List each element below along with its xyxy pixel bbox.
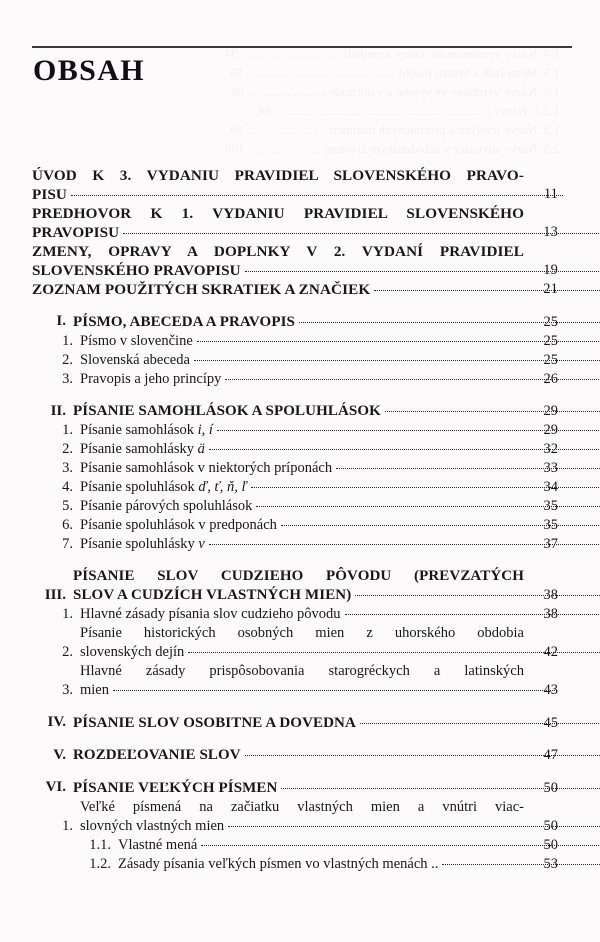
page-number: 25	[543, 332, 558, 349]
page-number: 38	[543, 587, 558, 603]
toc-section-entry[interactable]	[32, 351, 558, 370]
toc-section-entry[interactable]	[32, 478, 558, 497]
toc-chapter-entry[interactable]	[32, 402, 558, 422]
page-number: 50	[543, 836, 558, 853]
toc-section-entry[interactable]	[32, 440, 558, 459]
section-number: 4.	[62, 479, 73, 495]
toc-entry-title: Písanie spoluhlások v predponách	[80, 516, 524, 535]
toc-entry-title: Písmo v slovenčine	[80, 332, 524, 351]
page-number: 42	[543, 644, 558, 660]
chapter-numeral: I.	[56, 313, 66, 329]
toc-entry-title: Písanie párových spoluhlások	[80, 497, 524, 516]
subsection-number: 1.1.	[89, 836, 111, 853]
toc-chapter-entry[interactable]	[32, 567, 558, 605]
page-title: OBSAH	[33, 54, 146, 87]
page-number: 32	[543, 441, 558, 457]
toc-section-entry[interactable]	[32, 605, 558, 624]
toc-entry-title: Pravopis a jeho princípy	[80, 370, 524, 389]
toc-entry-title: Písanie samohlásky ä	[80, 440, 524, 459]
toc-entry-title: Veľké písmená na začiatku vlastných mien a vnútri viac- slovných vlastných mien	[80, 798, 524, 834]
section-number: 6.	[62, 517, 73, 533]
page-number: 29	[543, 403, 558, 419]
page-number: 26	[543, 370, 558, 387]
chapter-numeral: II.	[50, 402, 66, 419]
toc-entry-title: ZMENY, OPRAVY A DOPLNKY V 2. VYDANÍ PRAVIDIEL SLOVENSKÉHO PRAVOPISU	[32, 243, 524, 279]
toc-entry-title: PREDHOVOR K 1. VYDANIU PRAVIDIEL SLOVENSKÉHO PRAVOPISU	[32, 205, 524, 241]
page-number: 43	[543, 682, 558, 698]
toc-entry-title: Hlavné zásady prispôsobovania starogréckych a latinských mien	[80, 663, 524, 698]
section-number: 3.	[62, 460, 73, 476]
page-number: 47	[543, 747, 558, 763]
toc-chapter-entry[interactable]	[32, 312, 558, 332]
toc-section-entry[interactable]	[32, 662, 558, 700]
toc-entry-title: ROZDEĽOVANIE SLOV	[73, 746, 524, 765]
toc-chapter-entry[interactable]	[32, 746, 558, 766]
page-number: 34	[543, 479, 558, 495]
toc-section-entry[interactable]	[32, 624, 558, 662]
section-number: 1.	[62, 817, 73, 834]
toc-entry-title: Písanie samohlások v niektorých príponách	[80, 459, 524, 478]
chapter-numeral: IV.	[47, 714, 66, 730]
toc-section-entry[interactable]	[32, 798, 558, 836]
toc-section-entry[interactable]	[32, 535, 558, 554]
section-number: 1.	[62, 422, 73, 438]
page-number: 35	[543, 517, 558, 533]
toc-entry-title: Písanie samohlások i, í	[80, 421, 524, 440]
section-number: 1.	[62, 606, 73, 622]
section-number: 2.	[62, 644, 73, 660]
toc-entry-title: PÍSANIE SLOV CUDZIEHO PÔVODU (PREVZATÝCH SLOV A CUDZÍCH VLASTNÝCH MIEN)	[73, 568, 524, 603]
toc-section-entry[interactable]	[32, 421, 558, 440]
toc-front-matter-entry[interactable]	[32, 166, 558, 204]
section-number: 5.	[62, 498, 73, 514]
toc-entry-title: Zásady písania veľkých písmen vo vlastných menách ..	[118, 855, 524, 874]
toc-entry-title: PÍSMO, ABECEDA A PRAVOPIS	[73, 313, 524, 332]
page-number: 21	[543, 281, 558, 297]
toc-section-entry[interactable]	[32, 332, 558, 351]
toc-front-matter-entry[interactable]	[32, 204, 558, 242]
section-number: 7.	[62, 536, 73, 552]
page-number: 25	[543, 313, 558, 330]
page-number: 37	[543, 536, 558, 552]
page-number: 35	[543, 498, 558, 514]
toc-entry-title: Slovenská abeceda	[80, 351, 524, 370]
page-number: 19	[543, 262, 558, 278]
section-number: 3.	[62, 370, 73, 387]
page-number: 11	[543, 186, 558, 202]
toc-chapter-entry[interactable]	[32, 778, 558, 798]
table-of-contents	[32, 166, 558, 874]
toc-section-entry[interactable]	[32, 459, 558, 478]
header-rule	[32, 46, 572, 48]
toc-chapter-entry[interactable]	[32, 713, 558, 733]
page-showthrough: 1.4. Názvy vyznamenaní, rádov a medailí .............................. 94 1.5. Mená ľudí a bytosti (osôb) ............................................. 95 1.6. Názvy výrobkov ve výrobe a v obchode ........................ 96 1.2.1. Názvy ................................................................. 98 1.3. Názvy trvalých a prechodných inštitúcií ........................ 99 2.3. Názvy súvisiace s náboženským životom ...................... 100	[224, 47, 560, 156]
page-number: 29	[543, 422, 558, 438]
chapter-numeral: VI.	[45, 779, 66, 795]
toc-section-entry[interactable]	[32, 497, 558, 516]
toc-section-entry[interactable]	[32, 516, 558, 535]
page-number: 53	[543, 855, 558, 872]
toc-entry-title: PÍSANIE SAMOHLÁSOK A SPOLUHLÁSOK	[73, 402, 524, 421]
toc-section-entry[interactable]	[32, 370, 558, 389]
toc-entry-title: Písanie spoluhlásky v	[80, 535, 524, 554]
chapter-numeral: III.	[44, 586, 66, 603]
toc-front-matter-entry[interactable]	[32, 242, 558, 280]
page-number: 45	[543, 714, 558, 731]
toc-entry-title: ZOZNAM POUŽITÝCH SKRATIEK A ZNAČIEK	[32, 280, 524, 299]
section-number: 2.	[62, 441, 73, 457]
page-number: 38	[543, 606, 558, 622]
page-number: 50	[543, 779, 558, 796]
chapter-numeral: V.	[53, 746, 66, 763]
section-number: 1.	[62, 332, 73, 349]
toc-entry-title: Písanie spoluhlások ď, ť, ň, ľ	[80, 478, 524, 497]
toc-subsection-entry[interactable]	[32, 855, 558, 874]
page-number: 25	[543, 351, 558, 368]
page-number: 50	[543, 817, 558, 834]
toc-entry-title: Hlavné zásady písania slov cudzieho pôvodu	[80, 605, 524, 624]
section-number: 2.	[62, 351, 73, 368]
page-number: 33	[543, 460, 558, 476]
section-number: 3.	[62, 682, 73, 698]
toc-entry-title: PÍSANIE SLOV OSOBITNE A DOVEDNA	[73, 714, 524, 733]
toc-front-matter-entry[interactable]	[32, 280, 558, 299]
toc-entry-title: Vlastné mená	[118, 836, 524, 855]
toc-subsection-entry[interactable]	[32, 836, 558, 855]
page-number: 13	[543, 224, 558, 240]
subsection-number: 1.2.	[89, 855, 111, 872]
toc-entry-title: ÚVOD K 3. VYDANIU PRAVIDIEL SLOVENSKÉHO PRAVO- PISU	[32, 167, 524, 203]
toc-entry-title: PÍSANIE VEĽKÝCH PÍSMEN	[73, 779, 524, 798]
toc-entry-title: Písanie historických osobných mien z uhorského obdobia slovenských dejín	[80, 625, 524, 660]
